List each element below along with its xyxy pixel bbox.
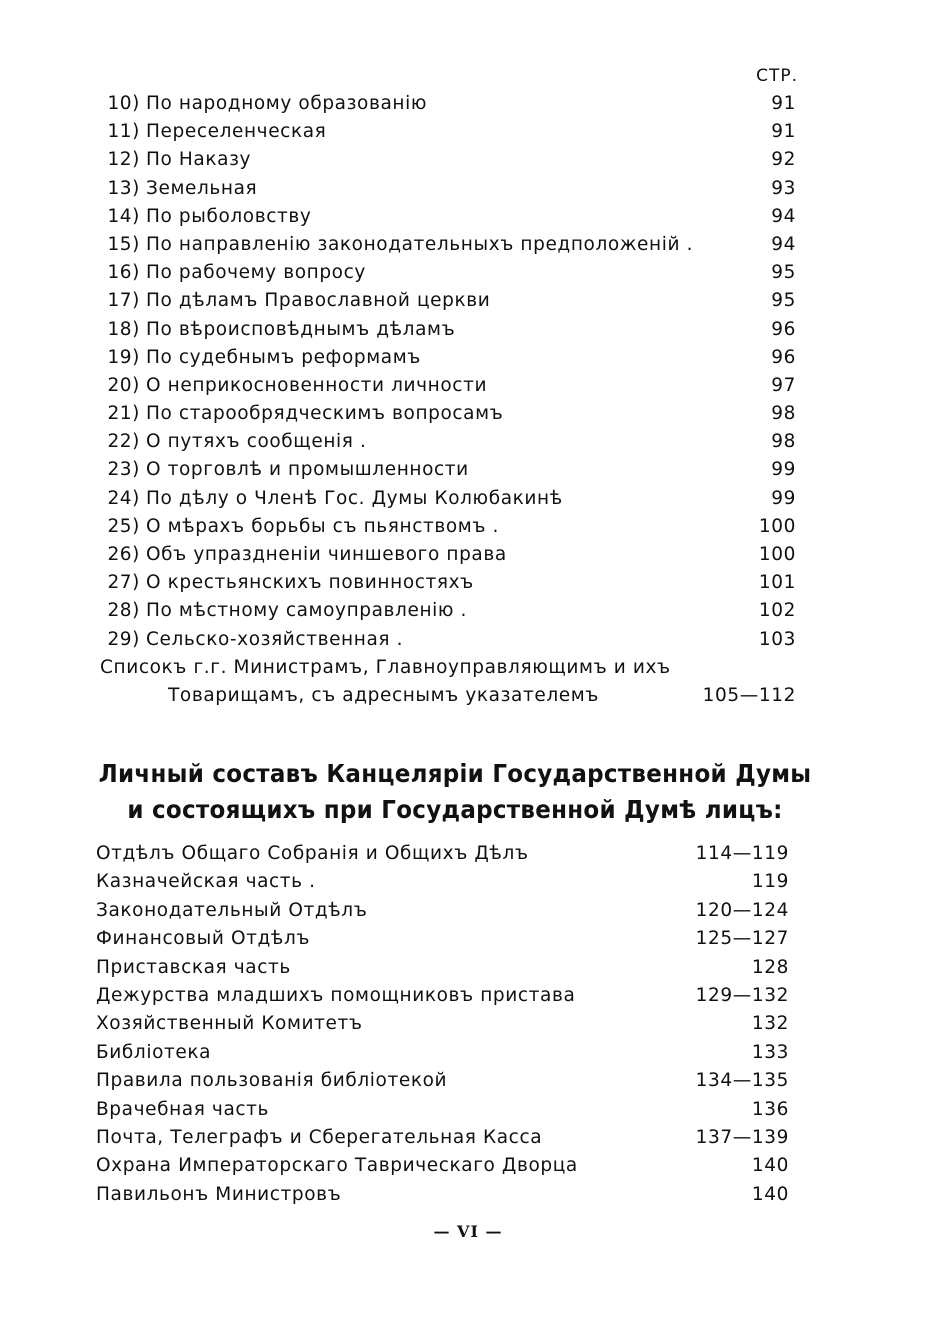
staff-label: Отдѣлъ Общаго Собранія и Общихъ Дѣлъ: [96, 843, 529, 864]
toc-row: [100, 316, 796, 344]
toc-page: 99: [771, 459, 796, 481]
staff-row: [96, 868, 789, 896]
staff-row: [96, 1096, 789, 1124]
toc-number: 21): [107, 403, 140, 425]
toc-page: 102: [758, 600, 796, 622]
staff-row: [96, 1067, 789, 1095]
toc-row: [100, 231, 796, 259]
staff-page: 119: [751, 871, 789, 893]
toc-label: По вѣроисповѣднымъ дѣламъ: [146, 318, 456, 340]
toc-number: 25): [107, 515, 140, 537]
toc-label: Сельско-хозяйственная .: [146, 628, 404, 650]
toc-number: 16): [107, 262, 140, 284]
staff-row: [96, 1039, 789, 1067]
toc-number: 26): [107, 544, 140, 565]
pages-column-header: СТР.: [756, 66, 798, 86]
staff-label: Финансовый Отдѣлъ: [96, 928, 311, 950]
toc-number: 23): [107, 459, 140, 481]
toc-page: 93: [771, 177, 796, 199]
staff-page: 120—124: [695, 899, 789, 921]
toc-number: 22): [107, 431, 140, 453]
toc-row: [100, 259, 796, 287]
toc-number: 19): [107, 346, 140, 368]
toc-number: 24): [107, 487, 140, 509]
staff-page: 133: [751, 1041, 789, 1063]
staff-row: [96, 925, 789, 953]
toc-label: Переселенческая: [146, 121, 327, 143]
toc-row: [100, 513, 796, 541]
toc-page: 98: [771, 431, 796, 453]
staff-label: Павильонъ Министровъ: [96, 1183, 342, 1205]
staff-page: 125—127: [695, 928, 789, 950]
toc-page: 94: [771, 205, 796, 227]
toc-number: 15): [107, 233, 140, 255]
toc-number: 20): [107, 374, 140, 396]
staff-page: 134—135: [695, 1070, 789, 1092]
toc-row: [100, 287, 796, 315]
toc-row: [100, 344, 796, 372]
staff-toc: [96, 840, 789, 1209]
toc-label: По старообрядческимъ вопросамъ: [146, 403, 504, 425]
staff-row: [96, 1181, 789, 1209]
section-heading: [92, 756, 819, 828]
page-number: — VI —: [433, 1222, 503, 1241]
section-heading-line2: и состоящихъ при Государственной Думѣ лицъ:: [127, 795, 783, 824]
toc-label: О крестьянскихъ повинностяхъ: [146, 572, 474, 594]
toc-number: 18): [107, 318, 140, 340]
toc-row: [100, 175, 796, 203]
staff-row: [96, 840, 789, 868]
toc-page: 96: [771, 318, 796, 340]
toc-row: [100, 372, 796, 400]
staff-row: [96, 1152, 789, 1180]
toc-page: 103: [758, 628, 796, 650]
staff-label: Библіотека: [96, 1041, 212, 1063]
toc-page: 98: [771, 403, 796, 425]
toc-row: [100, 146, 796, 174]
toc-label: По рабочему вопросу: [146, 262, 366, 284]
toc-page: 101: [758, 572, 796, 594]
toc-row: [100, 428, 796, 456]
toc-number: 27): [107, 572, 140, 594]
staff-page: 129—132: [695, 984, 789, 1006]
toc-label: О путяхъ сообщенія .: [146, 431, 367, 453]
ministers-pages: 105—112: [702, 684, 796, 706]
toc-number: 14): [107, 205, 140, 227]
staff-page: 140: [751, 1183, 789, 1205]
toc-page: 100: [758, 544, 796, 565]
staff-page: 114—119: [695, 843, 789, 864]
toc-label: По рыболовству: [146, 205, 312, 227]
toc-row: [100, 569, 796, 597]
toc-row: [100, 597, 796, 625]
toc-number: 28): [107, 600, 140, 622]
staff-label: Казначейская часть .: [96, 871, 316, 893]
toc-row: [100, 541, 796, 569]
toc-number: 17): [107, 290, 140, 312]
toc-label: По дѣлу о Членѣ Гос. Думы Колюбакинѣ: [146, 487, 563, 509]
toc-row: [100, 400, 796, 428]
ministers-row-line1: [100, 654, 796, 682]
staff-label: Законодательный Отдѣлъ: [96, 899, 368, 921]
committees-toc: [100, 90, 796, 710]
toc-label: По направленію законодательныхъ предположеній .: [146, 233, 694, 255]
staff-page: 128: [751, 956, 789, 978]
toc-row: [100, 90, 796, 118]
toc-row: [100, 626, 796, 654]
toc-page: 99: [771, 487, 796, 509]
ministers-label-line2: Товарищамъ, съ адреснымъ указателемъ: [168, 684, 599, 706]
staff-label: Врачебная часть: [96, 1098, 270, 1120]
staff-row: [96, 1010, 789, 1038]
section-heading-line1: Личный составъ Канцеляріи Государственной Думы: [98, 759, 812, 788]
toc-label: По Наказу: [146, 149, 252, 171]
toc-page: 100: [758, 515, 796, 537]
staff-page: 132: [751, 1013, 789, 1035]
staff-row: [96, 982, 789, 1010]
staff-label: Охрана Императорскаго Таврическаго Дворца: [96, 1155, 578, 1177]
toc-number: 13): [107, 177, 140, 199]
staff-label: Приставская часть: [96, 956, 291, 978]
toc-number: 11): [107, 121, 140, 143]
toc-page: 96: [771, 346, 796, 368]
toc-number: 12): [107, 149, 140, 171]
staff-page: 137—139: [695, 1126, 789, 1148]
toc-label: Земельная: [146, 177, 258, 199]
toc-label: По дѣламъ Православной церкви: [146, 290, 491, 312]
toc-number: 10): [107, 93, 140, 114]
toc-number: 29): [107, 628, 140, 650]
staff-label: Почта, Телеграфъ и Сберегательная Касса: [96, 1126, 543, 1148]
toc-label: По судебнымъ реформамъ: [146, 346, 421, 368]
toc-row: [100, 203, 796, 231]
toc-page: 97: [771, 374, 796, 396]
toc-row: [100, 456, 796, 484]
staff-page: 136: [751, 1098, 789, 1120]
toc-label: О неприкосновенности личности: [146, 374, 488, 396]
toc-label: Объ упраздненіи чиншевого права: [146, 544, 507, 565]
toc-label: По мѣстному самоуправленію .: [146, 600, 468, 622]
ministers-row-line2: [100, 682, 796, 710]
toc-label: О торговлѣ и промышленности: [146, 459, 469, 481]
toc-page: 95: [771, 290, 796, 312]
toc-page: 92: [771, 149, 796, 171]
staff-row: [96, 1124, 789, 1152]
ministers-label-line1: Списокъ г.г. Министрамъ, Главноуправляющимъ и ихъ: [100, 656, 671, 678]
toc-page: 91: [771, 93, 796, 114]
toc-row: [100, 485, 796, 513]
toc-row: [100, 118, 796, 146]
staff-label: Правила пользованія библіотекой: [96, 1070, 448, 1092]
toc-page: 95: [771, 262, 796, 284]
toc-label: По народному образованію: [146, 93, 428, 114]
staff-row: [96, 897, 789, 925]
staff-label: Дежурства младшихъ помощниковъ пристава: [96, 984, 576, 1006]
toc-label: О мѣрахъ борьбы съ пьянствомъ .: [146, 515, 499, 537]
toc-page: 94: [771, 233, 796, 255]
staff-page: 140: [751, 1155, 789, 1177]
staff-row: [96, 954, 789, 982]
toc-page: 91: [771, 121, 796, 143]
staff-label: Хозяйственный Комитетъ: [96, 1013, 363, 1035]
